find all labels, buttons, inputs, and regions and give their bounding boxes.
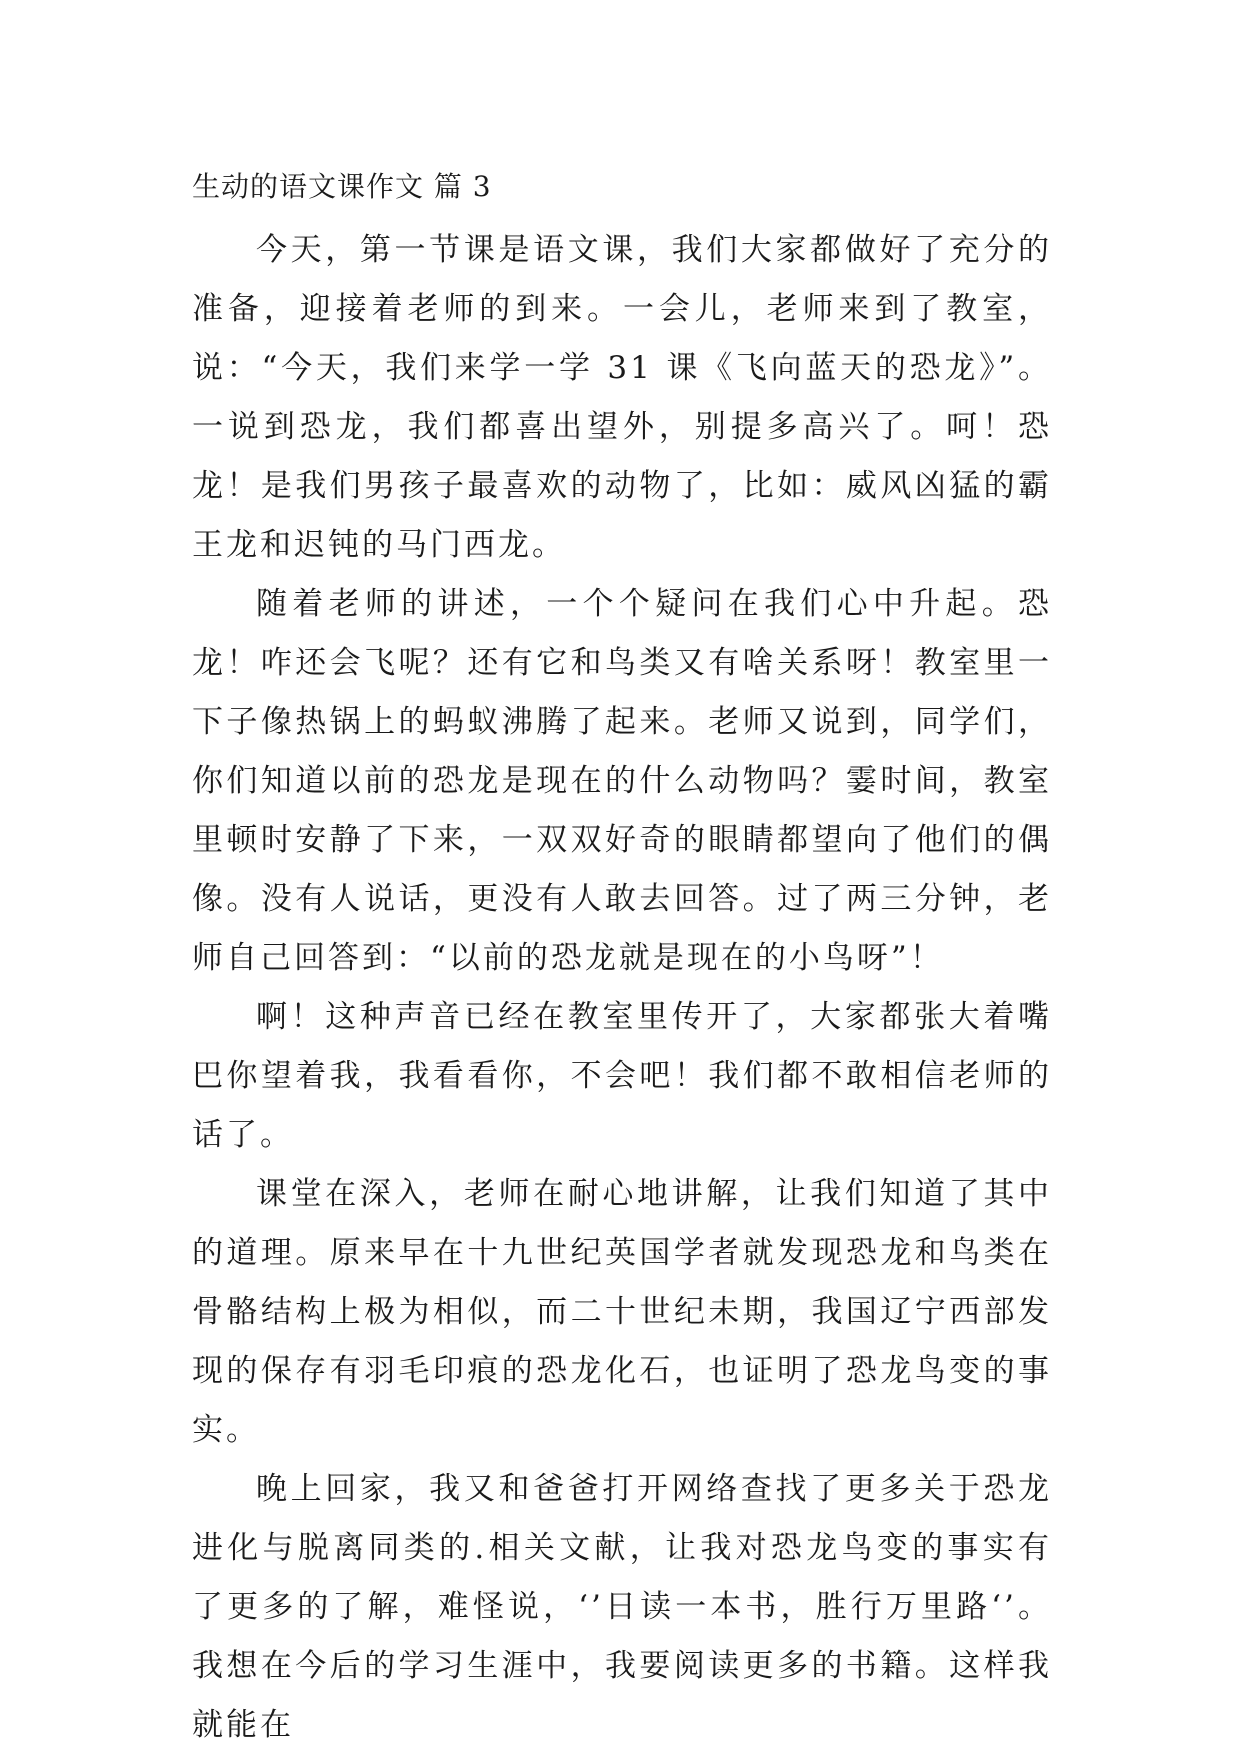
paragraph-5: 晚上回家，我又和爸爸打开网络查找了更多关于恐龙进化与脱离同类的.相关文献，让我对恐龙鸟变的事实有了更多的了解，难怪说，‘’日读一本书，胜行万里路‘’。我想在今后的学习生涯中，我要阅读更多的书籍。这样我就能在 xyxy=(192,1471,1052,1743)
paragraph-4: 课堂在深入，老师在耐心地讲解，让我们知道了其中的道理。原来早在十九世纪英国学者就发现恐龙和鸟类在骨骼结构上极为相似，而二十世纪未期，我国辽宁西部发现的保存有羽毛印痕的恐龙化石，也证明了恐龙鸟变的事实。 xyxy=(192,1176,1052,1448)
paragraph-2: 随着老师的讲述，一个个疑问在我们心中升起。恐龙！咋还会飞呢？还有它和鸟类又有啥关系呀！教室里一下子像热锅上的蚂蚁沸腾了起来。老师又说到，同学们，你们知道以前的恐龙是现在的什么动物吗？霎时间，教室里顿时安静了下来，一双双好奇的眼睛都望向了他们的偶像。没有人说话，更没有人敢去回答。过了两三分钟，老师自己回答到：“以前的恐龙就是现在的小鸟呀”！ xyxy=(192,586,1052,976)
paragraph-3: 啊！这种声音已经在教室里传开了，大家都张大着嘴巴你望着我，我看看你，不会吧！我们都不敢相信老师的话了。 xyxy=(192,999,1052,1153)
document-body xyxy=(192,221,1052,1755)
document-title: 生动的语文课作文 篇 3 xyxy=(192,170,492,203)
paragraph-1: 今天，第一节课是语文课，我们大家都做好了充分的准备，迎接着老师的到来。一会儿，老师来到了教室，说：“今天，我们来学一学 31 课《飞向蓝天的恐龙》”。一说到恐龙，我们都喜出望外，别提多高兴了。呵！恐龙！是我们男孩子最喜欢的动物了，比如：威风凶猛的霸王龙和迟钝的马门西龙。 xyxy=(192,232,1052,563)
